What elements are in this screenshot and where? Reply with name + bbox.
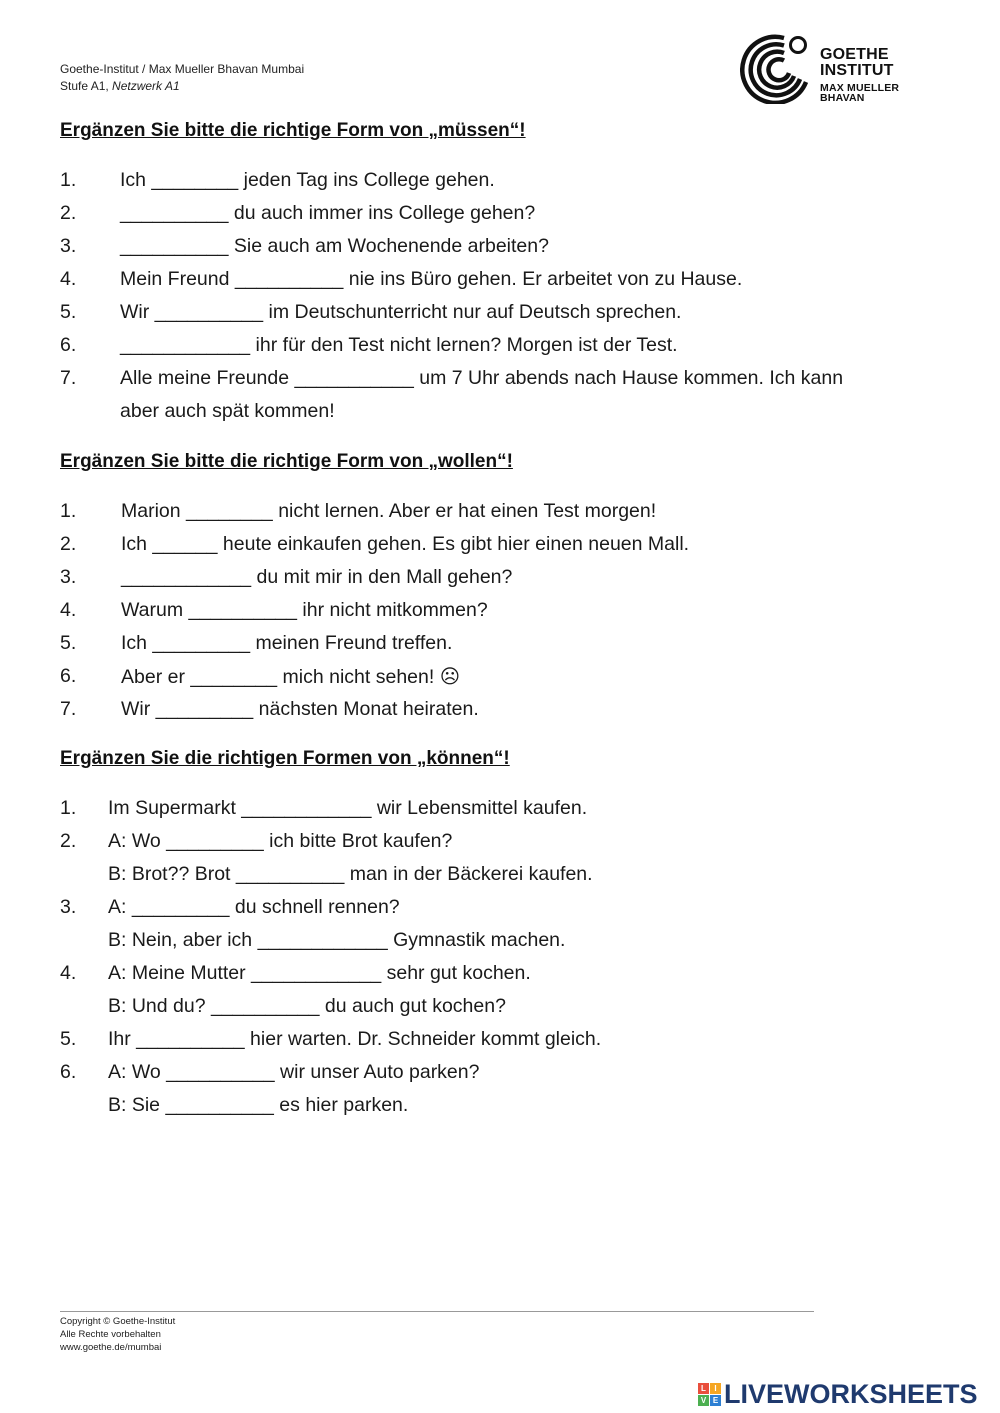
exercise-sentence: Warum __________ ihr nicht mitkommen? [121, 599, 488, 621]
item-number: 3. [60, 235, 77, 257]
exercise-sentence: Mein Freund __________ nie ins Büro gehen. Er arbeitet von zu Hause. [120, 268, 743, 290]
exercise-sentence: Aber er ________ mich nicht sehen! ☹ [121, 666, 461, 688]
section-heading-muessen: Ergänzen Sie bitte die richtige Form von „müssen“! [60, 120, 526, 141]
header-textbook: Netzwerk A1 [112, 79, 180, 93]
liveworksheets-watermark [698, 1378, 978, 1410]
exercise-sentence: Ich _________ meinen Freund treffen. [121, 632, 453, 654]
item-number: 5. [60, 1028, 77, 1050]
exercise-sentence: __________ du auch immer ins College gehen? [120, 202, 536, 224]
header-level: Stufe A1, Netzwerk A1 [60, 79, 180, 93]
exercise-sentence: ____________ du mit mir in den Mall gehen? [121, 566, 513, 588]
exercise-sentence: A: Meine Mutter ____________ sehr gut kochen. [108, 962, 531, 984]
item-number: 3. [60, 896, 77, 918]
item-number: 2. [60, 533, 77, 555]
exercise-sentence: Ihr __________ hier warten. Dr. Schneider kommt gleich. [108, 1028, 602, 1050]
exercise-sentence-reply: B: Brot?? Brot __________ man in der Bäckerei kaufen. [108, 863, 593, 885]
item-number: 2. [60, 830, 77, 852]
liveworksheets-logo-icon: L I V E [698, 1383, 721, 1406]
exercise-sentence: Im Supermarkt ____________ wir Lebensmittel kaufen. [108, 797, 588, 819]
exercise-sentence: Ich ______ heute einkaufen gehen. Es gibt hier einen neuen Mall. [121, 533, 690, 555]
item-number: 1. [60, 500, 77, 522]
exercise-sentence-reply: B: Sie __________ es hier parken. [108, 1094, 409, 1116]
footer-url: www.goethe.de/mumbai [60, 1342, 162, 1353]
exercise-sentence: A: _________ du schnell rennen? [108, 896, 400, 918]
footer [60, 1315, 175, 1354]
section-heading-koennen: Ergänzen Sie die richtigen Formen von „können“! [60, 748, 510, 769]
exercise-sentence: Ich ________ jeden Tag ins College gehen. [120, 169, 495, 191]
footer-copyright: Copyright © Goethe-Institut [60, 1316, 176, 1327]
exercise-sentence: A: Wo __________ wir unser Auto parken? [108, 1061, 480, 1083]
exercise-sentence-continued: aber auch spät kommen! [120, 400, 335, 422]
exercise-sentence: ____________ ihr für den Test nicht lernen? Morgen ist der Test. [120, 334, 678, 356]
item-number: 6. [60, 665, 77, 687]
item-number: 3. [60, 566, 77, 588]
document-header [60, 61, 304, 95]
footer-rights: Alle Rechte vorbehalten [60, 1329, 161, 1340]
goethe-logo-text: GOETHE INSTITUT MAX MUELLER BHAVAN [820, 46, 900, 104]
exercise-sentence-reply: B: Und du? __________ du auch gut kochen? [108, 995, 506, 1017]
item-number: 6. [60, 334, 77, 356]
item-number: 7. [60, 698, 77, 720]
goethe-spiral-icon [740, 32, 820, 104]
item-number: 4. [60, 268, 77, 290]
exercise-sentence-reply: B: Nein, aber ich ____________ Gymnastik machen. [108, 929, 566, 951]
footer-divider [60, 1311, 814, 1312]
item-number: 1. [60, 797, 77, 819]
item-number: 1. [60, 169, 77, 191]
exercise-sentence: A: Wo _________ ich bitte Brot kaufen? [108, 830, 453, 852]
header-institute: Goethe-Institut / Max Mueller Bhavan Mumbai [60, 62, 305, 76]
item-number: 2. [60, 202, 77, 224]
item-number: 7. [60, 367, 77, 389]
exercise-sentence: Wir _________ nächsten Monat heiraten. [121, 698, 479, 720]
item-number: 5. [60, 301, 77, 323]
item-number: 6. [60, 1061, 77, 1083]
liveworksheets-text: LIVEWORKSHEETS [724, 1378, 978, 1409]
item-number: 4. [60, 599, 77, 621]
section-heading-wollen: Ergänzen Sie bitte die richtige Form von „wollen“! [60, 451, 513, 472]
item-number: 4. [60, 962, 77, 984]
exercise-sentence: __________ Sie auch am Wochenende arbeiten? [120, 235, 549, 257]
exercise-sentence: Alle meine Freunde ___________ um 7 Uhr abends nach Hause kommen. Ich kann [120, 367, 844, 389]
item-number: 5. [60, 632, 77, 654]
goethe-logo [740, 32, 910, 112]
exercise-sentence: Marion ________ nicht lernen. Aber er hat einen Test morgen! [121, 500, 657, 522]
exercise-sentence: Wir __________ im Deutschunterricht nur auf Deutsch sprechen. [120, 301, 682, 323]
